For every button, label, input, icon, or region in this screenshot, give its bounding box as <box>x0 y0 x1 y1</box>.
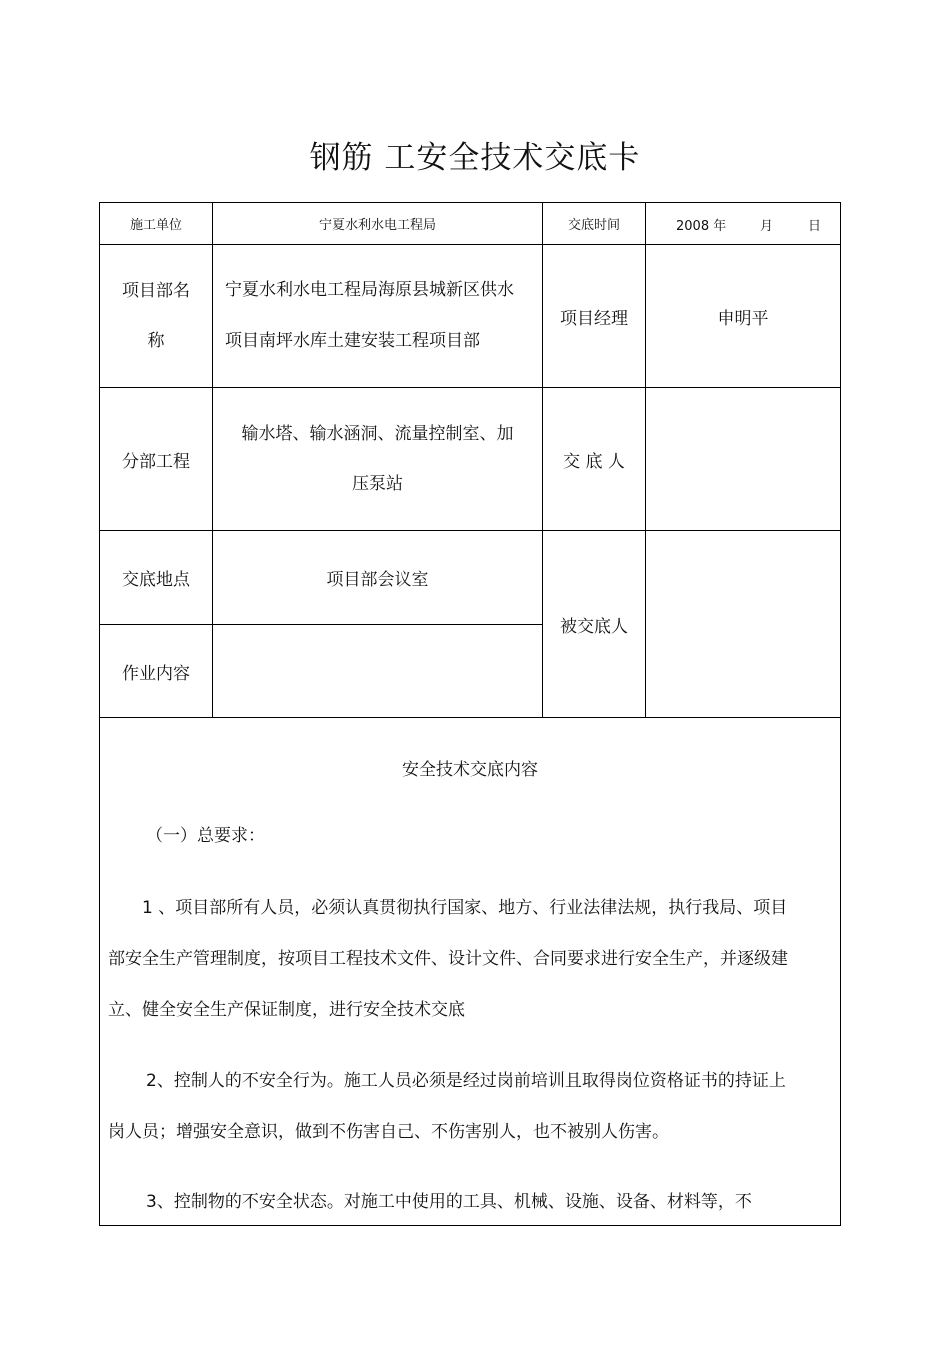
receiver-value <box>646 531 841 718</box>
sub-project-value-line1: 输水塔、输水涵洞、流量控制室、加 <box>241 424 514 444</box>
document-title: 钢筋 工安全技术交底卡 <box>309 140 641 176</box>
date-day: 日 <box>808 219 822 234</box>
discloser-label: 交 底 人 <box>543 388 646 531</box>
project-dept-label-line1: 项目部名 <box>122 281 190 301</box>
construction-unit-label: 施工单位 <box>100 203 213 245</box>
receiver-label: 被交底人 <box>543 531 646 718</box>
date-month: 月 <box>760 219 774 234</box>
project-dept-label <box>100 245 213 388</box>
project-manager-value: 申明平 <box>646 245 841 388</box>
disclosure-card-table <box>99 202 841 1226</box>
requirement-item-3: 3、控制物的不安全状态。对施工中使用的工具、机械、设施、设备、材料等，不 <box>146 1192 752 1212</box>
disclosure-place-value: 项目部会议室 <box>213 531 543 625</box>
construction-unit-value: 宁夏水利水电工程局 <box>213 203 543 245</box>
sub-project-label: 分部工程 <box>100 388 213 531</box>
disclosure-time-label: 交底时间 <box>543 203 646 245</box>
requirement-item-1: 1 、项目部所有人员，必须认真贯彻执行国家、地方、行业法律法规，执行我局、项目部安全生产管理制度，按项目工程技术文件、设计文件、合同要求进行安全生产，并逐级建立、健全安全生产保证制度，进行安全技术交底 <box>108 898 788 1020</box>
date-year: 2008 年 <box>676 219 727 234</box>
requirement-item-2: 2、控制人的不安全行为。施工人员必须是经过岗前培训且取得岗位资格证书的持证上岗人员；增强安全意识，做到不伤害自己、不伤害别人，也不被别人伤害。 <box>108 1071 786 1142</box>
project-dept-label-line2: 称 <box>147 331 165 351</box>
disclosure-date <box>646 203 841 245</box>
work-content-label: 作业内容 <box>100 625 213 718</box>
sub-project-value <box>213 388 543 531</box>
project-manager-label: 项目经理 <box>543 245 646 388</box>
sub-project-value-line2: 压泵站 <box>352 474 403 494</box>
work-content-value <box>213 625 543 718</box>
content-section-title: 安全技术交底内容 <box>402 760 538 780</box>
disclosure-place-label: 交底地点 <box>100 531 213 625</box>
disclosure-content-cell <box>100 718 841 1226</box>
general-requirements-heading: （一）总要求： <box>146 826 265 846</box>
project-dept-value: 宁夏水利水电工程局海原县城新区供水项目南坪水库土建安装工程项目部 <box>213 245 543 388</box>
discloser-value <box>646 388 841 531</box>
